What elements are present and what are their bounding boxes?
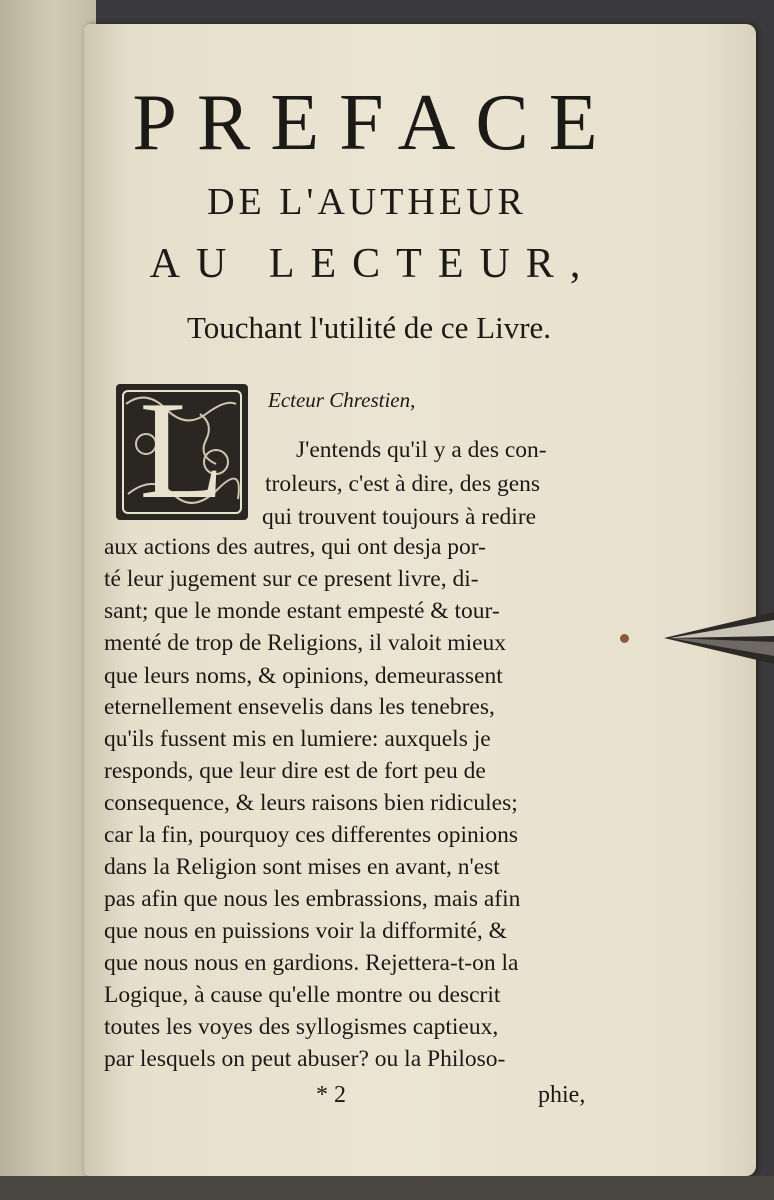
catchword: phie, bbox=[538, 1082, 586, 1108]
text-line: car la fin, pourquoy ces differentes opinions bbox=[104, 822, 518, 848]
title-lecteur: AU LECTEUR, bbox=[149, 241, 597, 287]
brass-pin bbox=[620, 634, 629, 643]
text-line: J'entends qu'il y a des con- bbox=[296, 437, 547, 463]
text-line: toutes les voyes des syllogismes captieux, bbox=[104, 1014, 499, 1040]
text-line: que nous en puissions voir la difformité, & bbox=[104, 918, 507, 944]
text-line: pas afin que nous les embrassions, mais afin bbox=[104, 886, 521, 912]
page-pointer-icon bbox=[664, 606, 774, 670]
text-line: Logique, à cause qu'elle montre ou descrit bbox=[104, 982, 501, 1008]
background-strip bbox=[0, 1176, 774, 1200]
text-line: dans la Religion sont mises en avant, n'est bbox=[104, 854, 500, 880]
text-line: responds, que leur dire est de fort peu de bbox=[104, 758, 486, 784]
text-line: té leur jugement sur ce present livre, di- bbox=[104, 566, 479, 592]
text-line: eternellement ensevelis dans les tenebres, bbox=[104, 694, 495, 720]
text-line: consequence, & leurs raisons bien ridicules; bbox=[104, 790, 518, 816]
initial-letter: L bbox=[139, 373, 225, 528]
text-line: aux actions des autres, qui ont desja por- bbox=[104, 534, 486, 560]
title-preface: PREFACE bbox=[132, 79, 618, 167]
text-line: troleurs, c'est à dire, des gens bbox=[265, 471, 541, 497]
decorated-initial bbox=[116, 373, 248, 528]
text-line: que nous nous en gardions. Rejettera-t-on la bbox=[104, 950, 519, 976]
salutation: Ecteur Chrestien, bbox=[268, 388, 416, 412]
title-autheur: DE L'AUTHEUR bbox=[207, 181, 527, 223]
text-line: qu'ils fussent mis en lumiere: auxquels je bbox=[104, 726, 491, 752]
text-line: menté de trop de Religions, il valoit mieux bbox=[104, 630, 507, 656]
text-line: qui trouvent toujours à redire bbox=[262, 504, 537, 530]
text-line: que leurs noms, & opinions, demeurassent bbox=[104, 663, 503, 689]
text-line: par lesquels on peut abuser? ou la Philoso- bbox=[104, 1046, 506, 1072]
text-line: sant; que le monde estant empesté & tour- bbox=[104, 598, 500, 624]
subtitle-utilite: Touchant l'utilité de ce Livre. bbox=[186, 310, 552, 345]
signature-mark: * 2 bbox=[316, 1082, 346, 1108]
